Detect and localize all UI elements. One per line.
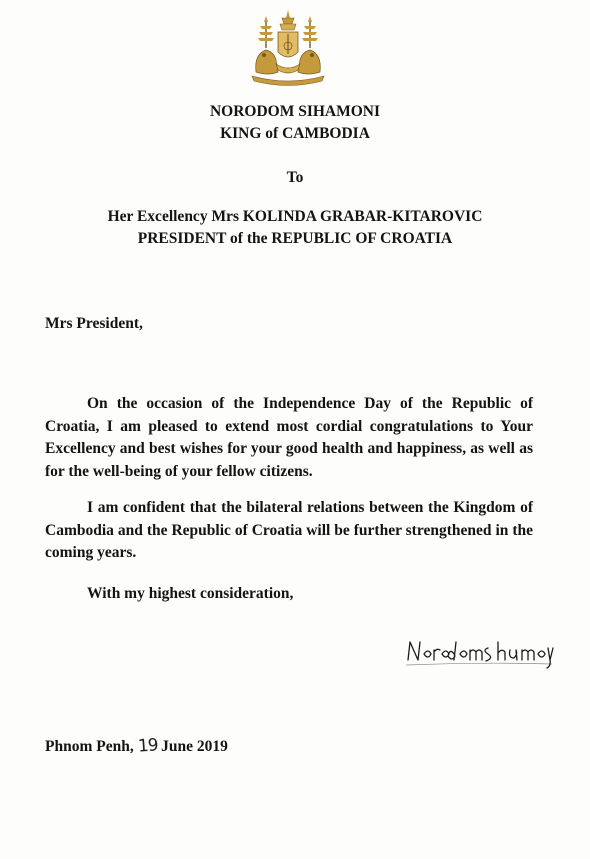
dateline-place: Phnom Penh, [45, 738, 134, 755]
addressee-to: To [286, 169, 304, 186]
recipient-title: PRESIDENT of the REPUBLIC OF CROATIA [137, 230, 453, 247]
handwritten-signature [404, 636, 554, 670]
dateline-month-year: June 2019 [161, 738, 228, 755]
closing-line: With my highest consideration, [87, 585, 294, 602]
sender-title: KING of CAMBODIA [220, 125, 370, 142]
dateline [45, 735, 228, 758]
sender-name: NORODOM SIHAMONI [209, 103, 381, 120]
body-paragraph-2: I am confident that the bilateral relations between the Kingdom of Cambodia and the Republic of Croatia will be further strengthened in the coming years. [45, 499, 533, 561]
salutation: Mrs President, [45, 315, 143, 332]
royal-coat-of-arms-icon [246, 8, 330, 86]
body-paragraph-1: On the occasion of the Independence Day of the Republic of Croatia, I am pleased to extend most cordial congratulations to Your Excellency and best wishes for your good health and happiness, as well as for the well-being of your fellow citizens. [45, 395, 533, 480]
dateline-day-handwritten: 19 [136, 735, 158, 757]
recipient-name: Her Excellency Mrs KOLINDA GRABAR-KITAROVIC [107, 208, 483, 225]
